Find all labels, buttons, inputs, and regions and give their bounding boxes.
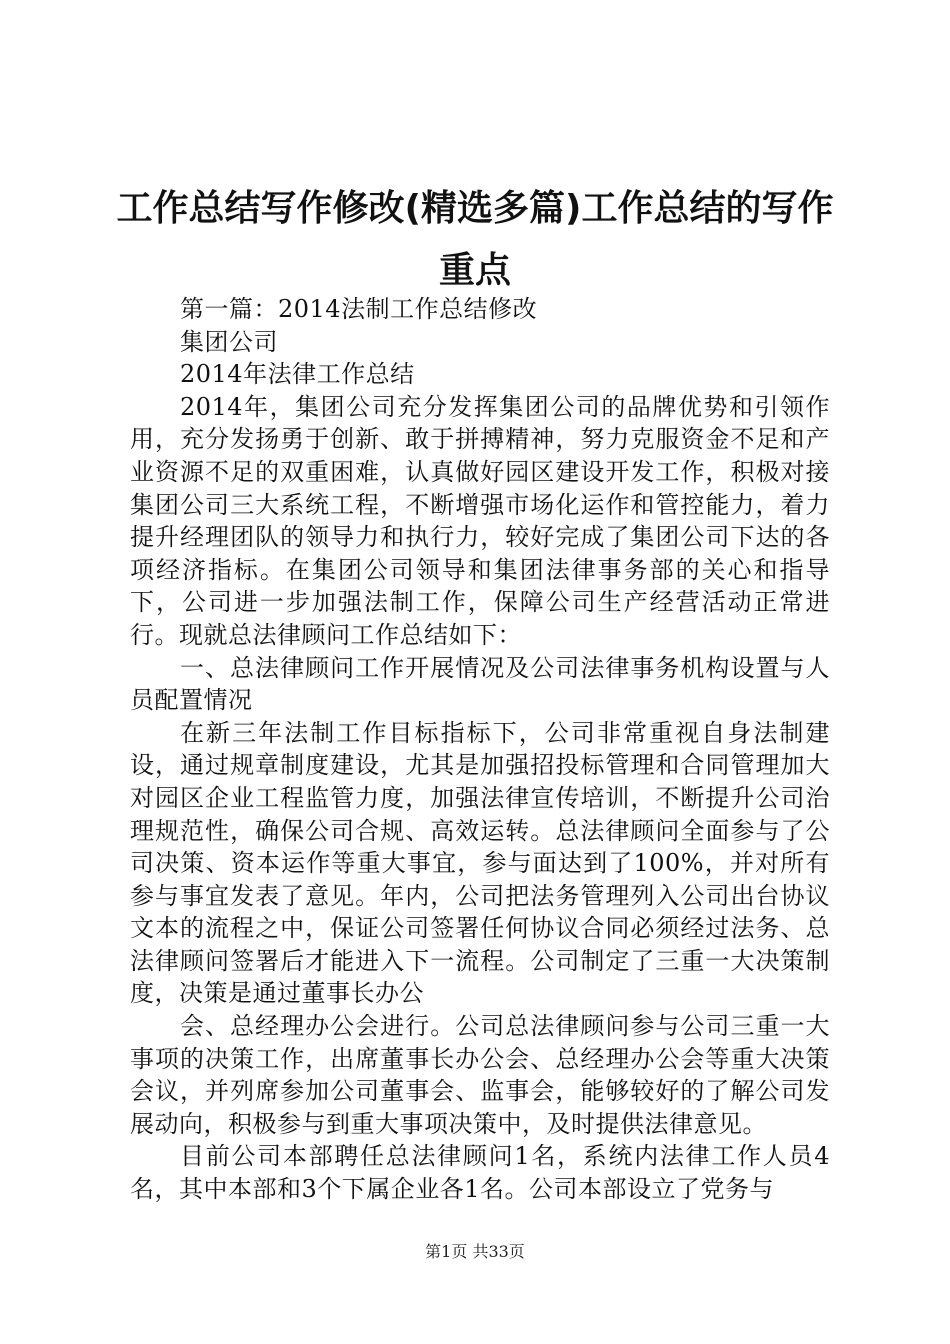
paragraph: 一、总法律顾问工作开展情况及公司法律事务机构设置与人员配置情况 [130,653,830,715]
paragraph: 第一篇：2014法制工作总结修改 [180,295,538,323]
document-title: 工作总结写作修改(精选多篇)工作总结的写作重点 [116,188,834,291]
page-footer: 第1页 共33页 [425,1242,525,1261]
paragraph: 集团公司 [180,327,278,356]
paragraph: 会、总经理办公会进行。公司总法律顾问参与公司三重一大事项的决策工作，出席董事长办公会、总经理办公会等重大决策会议，并列席参加公司董事会、监事会，能够较好的了解公司发展动向，积极参与到重大事项决策中，及时提供法律意见。 [130,1012,830,1138]
paragraph: 2014年法律工作总结 [180,360,415,389]
paragraph: 2014年，集团公司充分发挥集团公司的品牌优势和引领作用，充分发扬勇于创新、敢于拼搏精神，努力克服资金不足和产业资源不足的双重困难，认真做好园区建设开发工作，积极对接集团公司三大系统工程，不断增强市场化运作和管控能力，着力提升经理团队的领导力和执行力，较好完成了集团公司下达的各项经济指标。在集团公司领导和集团法律事务部的关心和指导下，公司进一步加强法制工作，保障公司生产经营活动正常进行。现就总法律顾问工作总结如下： [130,392,830,649]
paragraph: 在新三年法制工作目标指标下，公司非常重视自身法制建设，通过规章制度建设，尤其是加强招投标管理和合同管理加大对园区企业工程监管力度，加强法律宣传培训，不断提升公司治理规范性，确保公司合规、高效运转。总法律顾问全面参与了公司决策、资本运作等重大事宜，参与面达到了100%，并对所有参与事宜发表了意见。年内，公司把法务管理列入公司出台协议文本的流程之中，保证公司签署任何协议合同必须经过法务、总法律顾问签署后才能进入下一流程。公司制定了三重一大决策制度，决策是通过董事长办公 [130,718,830,1008]
paragraph: 目前公司本部聘任总法律顾问1名，系统内法律工作人员4名，其中本部和3个下属企业各1名。公司本部设立了党务与 [130,1142,830,1204]
document-body [130,293,830,1206]
